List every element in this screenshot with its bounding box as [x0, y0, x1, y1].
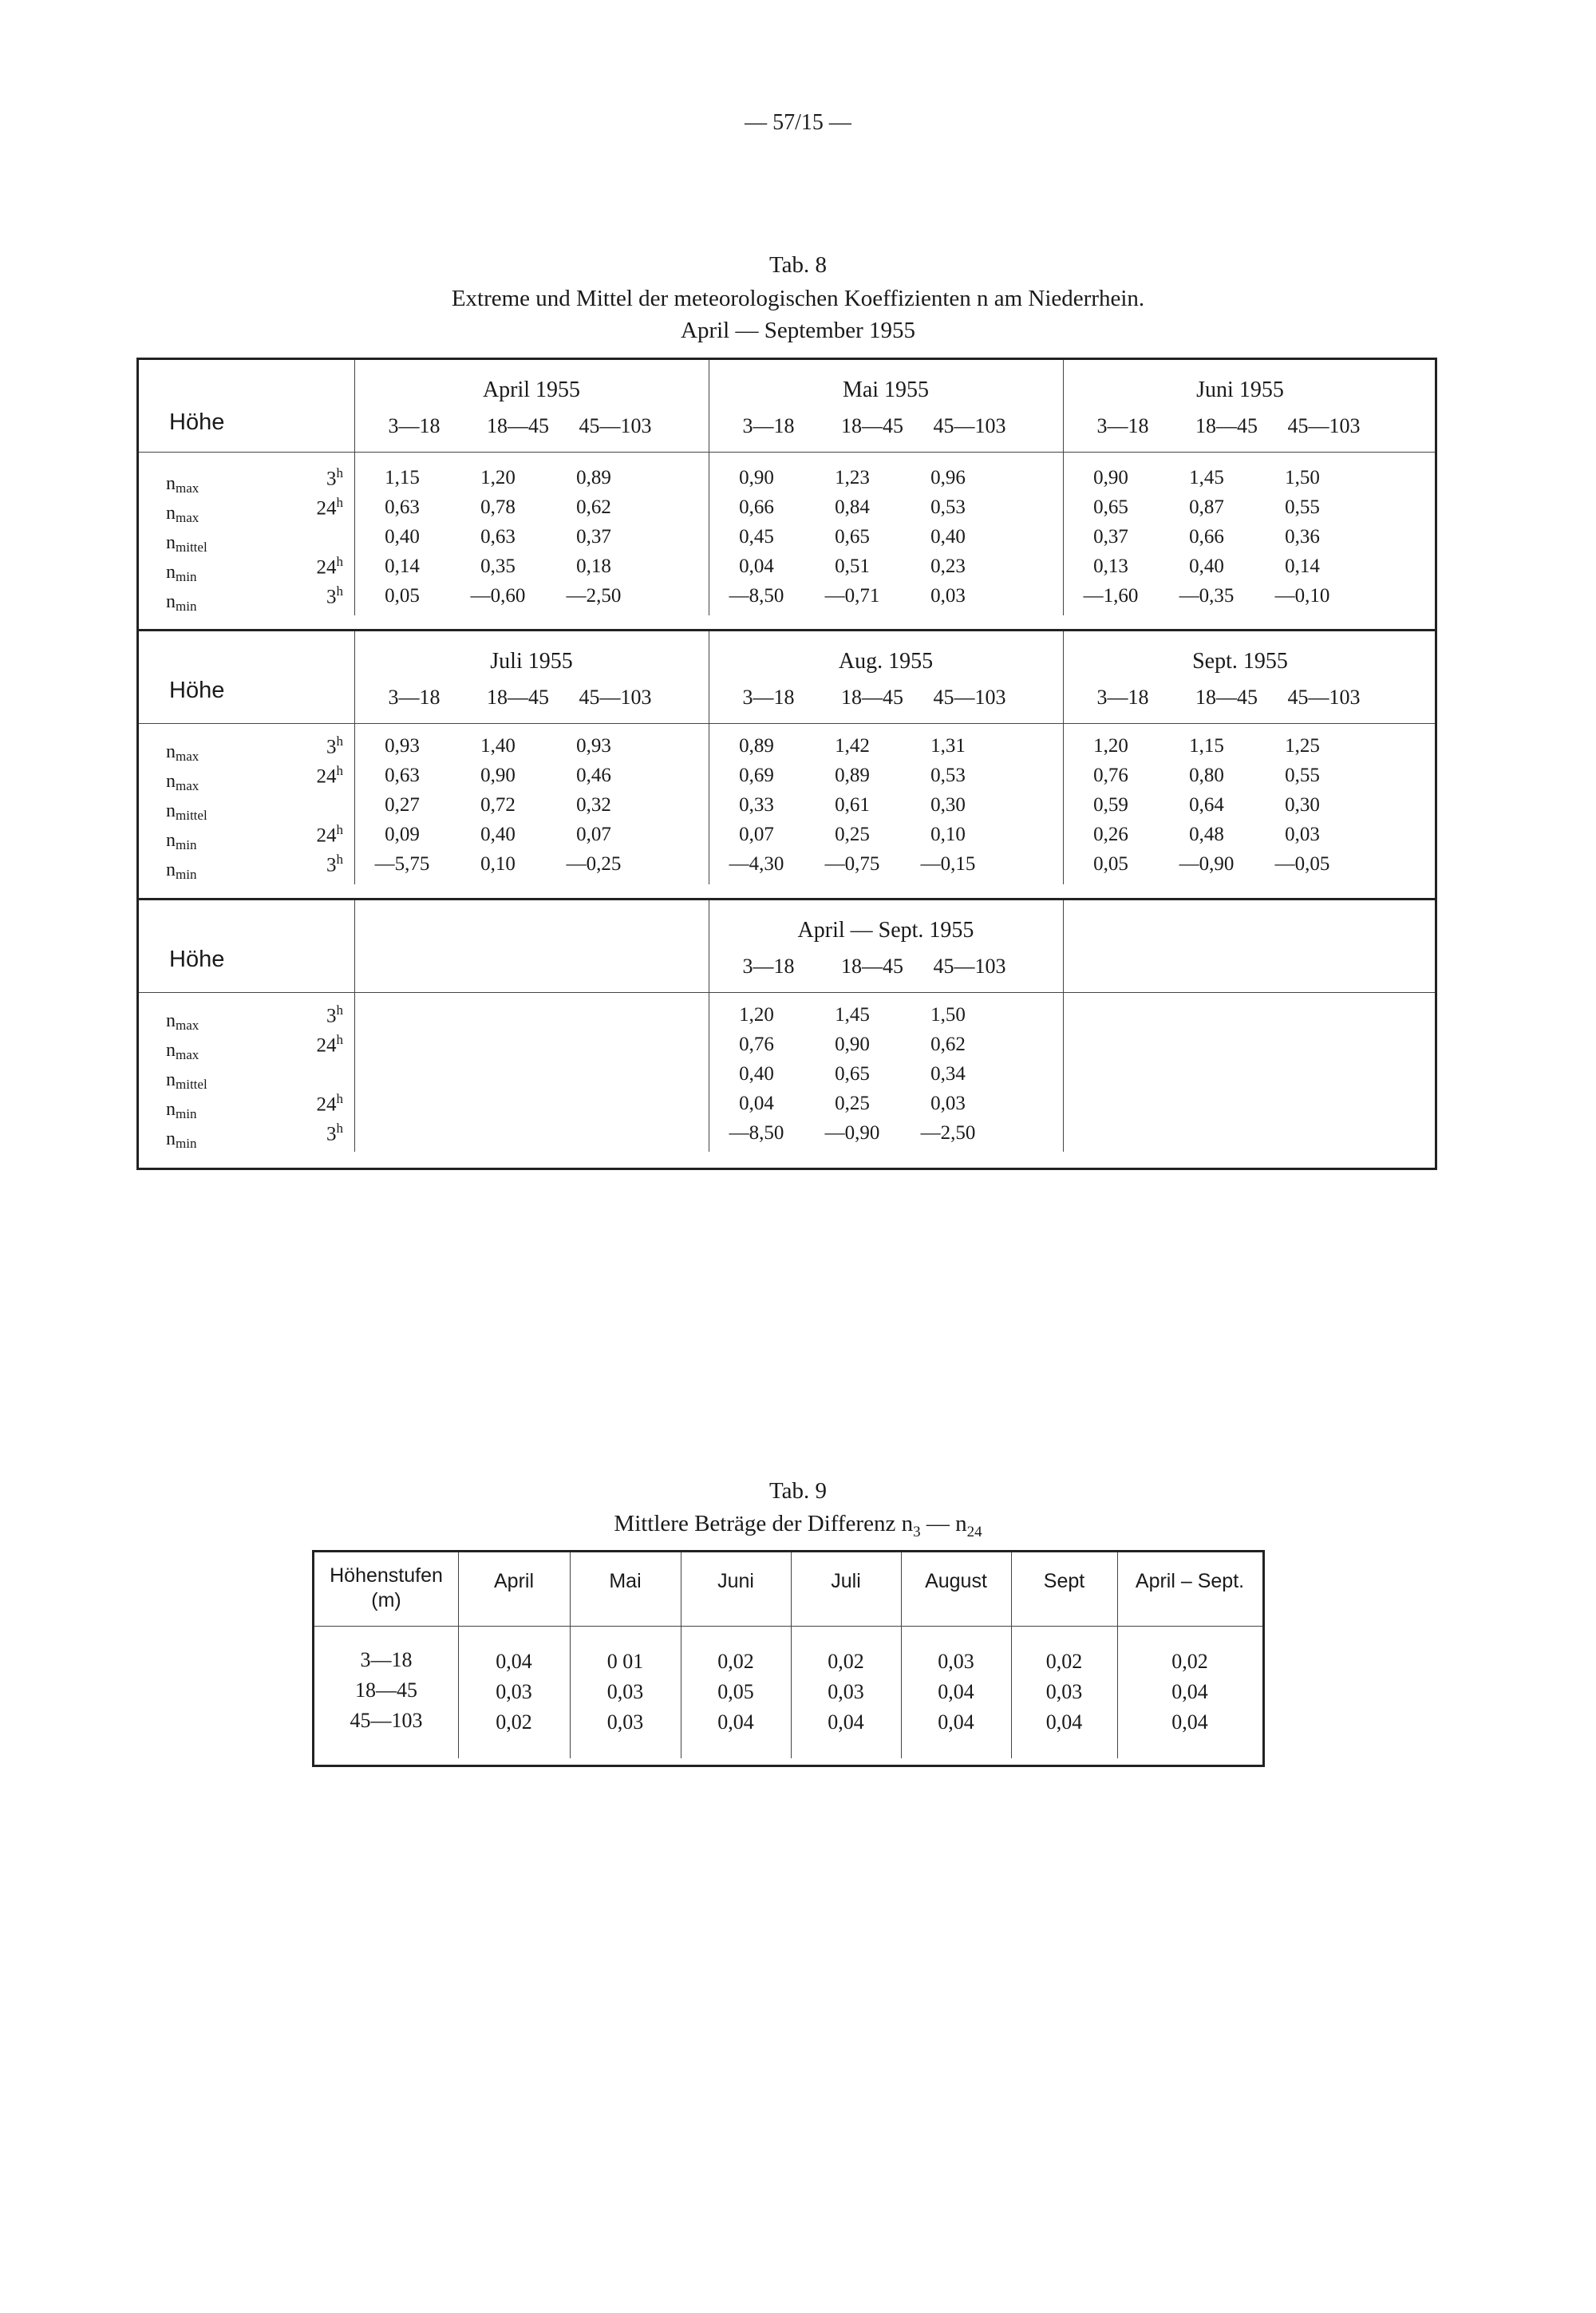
- table-cell: 0,33: [739, 794, 774, 816]
- table-cell: 0,07: [739, 824, 774, 845]
- month-header: April 1955: [482, 378, 581, 402]
- row-height-value: 24: [316, 497, 337, 520]
- row-label-sub: max: [176, 510, 200, 525]
- row-height-value: 3: [326, 586, 337, 608]
- tab9-column-header: August: [925, 1570, 987, 1592]
- row-label-sub: max: [176, 778, 200, 793]
- range-header: 45—103: [933, 955, 1006, 978]
- table-cell: —0,25: [566, 853, 622, 875]
- table-cell: 0,46: [576, 765, 611, 786]
- row-label-sub: min: [176, 867, 197, 882]
- table-cell: 1,20: [739, 1004, 774, 1026]
- table-cell: 0,48: [1189, 824, 1224, 845]
- row-label: [166, 1129, 196, 1152]
- row-height: [295, 733, 343, 758]
- table-cell: 0,40: [1189, 556, 1224, 577]
- row-height-unit: h: [336, 852, 343, 867]
- tab9-cell: 0,04: [1171, 1680, 1208, 1703]
- table8-block: [139, 360, 1435, 631]
- table-cell: 0,76: [739, 1034, 774, 1055]
- month-header: Juni 1955: [1196, 378, 1284, 402]
- range-header: 3—18: [1096, 686, 1149, 709]
- table-cell: 0,59: [1093, 794, 1128, 816]
- table-cell: 0,93: [385, 735, 420, 757]
- tab9-cell: 0,04: [496, 1650, 532, 1673]
- table-cell: 0,63: [480, 526, 516, 548]
- table-cell: 1,40: [480, 735, 516, 757]
- table-cell: 0,84: [835, 496, 870, 518]
- table-cell: 0,40: [930, 526, 966, 548]
- tab9-header-line: Höhenstufen: [330, 1564, 443, 1587]
- row-label: [166, 771, 199, 794]
- tab9-row-label: 45—103: [350, 1709, 423, 1732]
- table-cell: 0,04: [739, 1093, 774, 1114]
- table-cell: 1,31: [930, 735, 966, 757]
- table-cell: 0,80: [1189, 765, 1224, 786]
- row-height-value: 3: [326, 468, 337, 490]
- row-label: [166, 562, 196, 585]
- tab9-header-rule: [314, 1626, 1262, 1627]
- row-height-unit: h: [336, 1091, 343, 1106]
- range-header: 3—18: [388, 414, 440, 437]
- row-label-n: n: [166, 801, 176, 821]
- row-height-value: 24: [316, 1093, 337, 1116]
- block-separator: [139, 629, 1435, 631]
- row-label: [166, 1040, 199, 1063]
- table-cell: —0,75: [824, 853, 880, 875]
- tab9-row-label: 3—18: [360, 1648, 413, 1671]
- tab9-title: [0, 1511, 1596, 1541]
- range-header: 45—103: [933, 414, 1006, 437]
- range-header: 45—103: [1287, 414, 1361, 437]
- table-cell: 0,14: [1285, 556, 1320, 577]
- row-height-unit: h: [336, 554, 343, 569]
- tab9-cell: 0,02: [1171, 1650, 1208, 1673]
- table-cell: —0,60: [470, 585, 526, 607]
- range-header: 45—103: [579, 686, 652, 709]
- row-label-sub: min: [176, 1106, 197, 1121]
- table-cell: 0,93: [576, 735, 611, 757]
- tab9-column-header: April – Sept.: [1135, 1570, 1245, 1592]
- range-header: 18—45: [1195, 686, 1258, 709]
- table-cell: —0,15: [920, 853, 976, 875]
- tab9-header-line: (m): [371, 1589, 401, 1611]
- row-height: [295, 554, 343, 579]
- row-height: [295, 1121, 343, 1145]
- tab9-column-header: Mai: [609, 1570, 642, 1592]
- table-cell: —8,50: [729, 585, 784, 607]
- table-cell: 0,40: [480, 824, 516, 845]
- table-cell: 0,45: [739, 526, 774, 548]
- table-cell: 0,05: [1093, 853, 1128, 875]
- row-height-value: 24: [316, 765, 337, 788]
- tab8-title: Extreme und Mittel der meteorologischen Koeffizienten n am Niederrhein.: [451, 286, 1145, 311]
- tab9-column-header: Sept: [1043, 1570, 1085, 1592]
- table-cell: —0,90: [824, 1122, 880, 1144]
- table-cell: 0,63: [385, 496, 420, 518]
- row-label: [166, 503, 199, 526]
- hoehe-label: Höhe: [169, 947, 225, 972]
- tab9-cell: 0,03: [828, 1680, 864, 1703]
- table-cell: 0,65: [835, 1063, 870, 1085]
- row-label: [166, 830, 196, 853]
- table-cell: 0,37: [576, 526, 611, 548]
- table8-block: [139, 631, 1435, 900]
- table-cell: 1,45: [1189, 467, 1224, 488]
- table-cell: 0,90: [1093, 467, 1128, 488]
- row-label-sub: mittel: [176, 540, 207, 555]
- table-cell: 0,07: [576, 824, 611, 845]
- table-cell: 0,03: [1285, 824, 1320, 845]
- row-label-n: n: [166, 1099, 176, 1120]
- month-header: Sept. 1955: [1192, 649, 1288, 674]
- table-cell: 0,27: [385, 794, 420, 816]
- month-header: Juli 1955: [490, 649, 573, 674]
- table-cell: 1,23: [835, 467, 870, 488]
- row-label-n: n: [166, 1070, 176, 1090]
- table-cell: 0,69: [739, 765, 774, 786]
- table-cell: 1,45: [835, 1004, 870, 1026]
- row-label: [166, 1070, 207, 1093]
- table-cell: 0,23: [930, 556, 966, 577]
- row-label-sub: max: [176, 749, 200, 764]
- table-cell: —0,71: [824, 585, 880, 607]
- table-cell: 0,51: [835, 556, 870, 577]
- range-header: 18—45: [841, 686, 903, 709]
- range-header: 45—103: [579, 414, 652, 437]
- table-cell: 0,05: [385, 585, 420, 607]
- table-cell: 0,36: [1285, 526, 1320, 548]
- header-rule: [139, 992, 1435, 993]
- row-height-unit: h: [336, 733, 343, 749]
- row-height-unit: h: [336, 822, 343, 837]
- table-cell: 0,03: [930, 585, 966, 607]
- table-cell: 0,62: [576, 496, 611, 518]
- tab9-header-hoehenstufen: [314, 1564, 458, 1611]
- tab9-cell: 0,03: [496, 1680, 532, 1703]
- row-label-n: n: [166, 503, 176, 524]
- table-cell: —2,50: [920, 1122, 976, 1144]
- table-cell: 0,90: [739, 467, 774, 488]
- range-header: 45—103: [933, 686, 1006, 709]
- row-height: [295, 763, 343, 788]
- tab9-title-sub1: 3: [913, 1523, 921, 1540]
- row-label-sub: mittel: [176, 808, 207, 823]
- row-label: [166, 591, 196, 615]
- table-cell: 0,10: [480, 853, 516, 875]
- row-label-n: n: [166, 1010, 176, 1031]
- row-height-value: 24: [316, 824, 337, 847]
- hoehe-label: Höhe: [169, 678, 225, 703]
- range-header: 3—18: [742, 686, 795, 709]
- table-cell: 0,35: [480, 556, 516, 577]
- table-cell: —8,50: [729, 1122, 784, 1144]
- row-height: [295, 465, 343, 490]
- tab9-column-header: Juli: [831, 1570, 861, 1592]
- row-label: [166, 801, 207, 824]
- tab9-cell: 0,05: [717, 1680, 754, 1703]
- tab8-label: Tab. 8: [768, 252, 828, 278]
- range-header: 3—18: [742, 414, 795, 437]
- tab9-cell: 0,03: [606, 1680, 644, 1703]
- tab9-cell: 0,02: [1045, 1650, 1083, 1673]
- table-cell: 0,10: [930, 824, 966, 845]
- block-separator: [139, 898, 1435, 900]
- table-cell: 0,03: [930, 1093, 966, 1114]
- row-height-unit: h: [336, 1002, 343, 1018]
- row-label: [166, 860, 196, 883]
- header-rule: [139, 452, 1435, 453]
- row-label-n: n: [166, 741, 176, 762]
- tab9-cell: 0,02: [828, 1650, 864, 1673]
- tab9-cell: 0,04: [717, 1710, 754, 1734]
- row-height-unit: h: [336, 495, 343, 510]
- table-cell: 1,50: [930, 1004, 966, 1026]
- row-height-value: 24: [316, 556, 337, 579]
- range-header: 18—45: [841, 955, 903, 978]
- table-cell: 0,65: [1093, 496, 1128, 518]
- table-cell: 0,61: [835, 794, 870, 816]
- tab9-cell: 0,03: [606, 1710, 644, 1734]
- row-height-unit: h: [336, 1032, 343, 1047]
- tab9-label: Tab. 9: [768, 1478, 828, 1504]
- range-header: 18—45: [487, 414, 549, 437]
- table-cell: 0,40: [385, 526, 420, 548]
- table-cell: 1,20: [480, 467, 516, 488]
- table-cell: 0,55: [1285, 765, 1320, 786]
- row-label-n: n: [166, 1040, 176, 1061]
- month-header: April — Sept. 1955: [797, 918, 974, 943]
- table-cell: 0,53: [930, 765, 966, 786]
- row-height: [295, 822, 343, 847]
- table-cell: 0,55: [1285, 496, 1320, 518]
- table-cell: 0,65: [835, 526, 870, 548]
- row-label-sub: min: [176, 599, 197, 614]
- tab9-title-sub2: 24: [966, 1523, 982, 1540]
- month-header: Aug. 1955: [838, 649, 934, 674]
- row-label: [166, 473, 199, 496]
- row-label-n: n: [166, 562, 176, 583]
- row-height: [295, 852, 343, 876]
- row-height: [295, 1002, 343, 1027]
- row-label-n: n: [166, 860, 176, 880]
- row-height-value: 3: [326, 854, 337, 876]
- row-height-value: 3: [326, 1005, 337, 1027]
- table-cell: 0,90: [480, 765, 516, 786]
- table-cell: 1,20: [1093, 735, 1128, 757]
- row-height-value: 3: [326, 736, 337, 758]
- table-cell: 0,62: [930, 1034, 966, 1055]
- table-cell: 0,89: [576, 467, 611, 488]
- row-label-n: n: [166, 591, 176, 612]
- row-label-sub: min: [176, 569, 197, 584]
- table-cell: 1,15: [1189, 735, 1224, 757]
- table-cell: 0,89: [739, 735, 774, 757]
- row-label: [166, 532, 207, 556]
- row-label-sub: mittel: [176, 1077, 207, 1092]
- table-cell: 0,64: [1189, 794, 1224, 816]
- tab9-cell: 0,03: [1045, 1680, 1083, 1703]
- table-cell: 1,42: [835, 735, 870, 757]
- row-label: [166, 741, 199, 765]
- row-height-unit: h: [336, 465, 343, 480]
- table-9: [312, 1550, 1265, 1767]
- table-cell: 0,34: [930, 1063, 966, 1085]
- table-cell: 1,25: [1285, 735, 1320, 757]
- tab9-cell: 0,04: [938, 1680, 974, 1703]
- tab9-title-dash: — n: [920, 1511, 967, 1536]
- range-header: 18—45: [1195, 414, 1258, 437]
- table-cell: —0,10: [1274, 585, 1330, 607]
- row-label-sub: max: [176, 1047, 200, 1062]
- tab8-subtitle: April — September 1955: [681, 318, 915, 343]
- tab9-column-header: Juni: [717, 1570, 754, 1592]
- table-8: [136, 358, 1437, 1170]
- table-cell: 0,25: [835, 824, 870, 845]
- table-cell: 0,37: [1093, 526, 1128, 548]
- tab9-cell: 0 01: [606, 1650, 644, 1673]
- table-cell: 0,78: [480, 496, 516, 518]
- tab9-cell: 0,04: [1171, 1710, 1208, 1734]
- row-label-sub: min: [176, 1136, 197, 1151]
- table-cell: 0,09: [385, 824, 420, 845]
- table-cell: —0,05: [1274, 853, 1330, 875]
- table-cell: —5,75: [374, 853, 430, 875]
- row-label-n: n: [166, 771, 176, 792]
- table-cell: 0,18: [576, 556, 611, 577]
- range-header: 3—18: [742, 955, 795, 978]
- table-cell: 1,15: [385, 467, 420, 488]
- table-cell: 0,26: [1093, 824, 1128, 845]
- row-label-sub: max: [176, 1018, 200, 1033]
- row-height: [295, 495, 343, 520]
- table-cell: —1,60: [1083, 585, 1139, 607]
- tab9-cell: 0,04: [938, 1710, 974, 1734]
- table-cell: 0,13: [1093, 556, 1128, 577]
- table8-block: [139, 900, 1435, 1168]
- table-cell: 0,89: [835, 765, 870, 786]
- month-header: Mai 1955: [842, 378, 930, 402]
- tab9-column-header: April: [493, 1570, 534, 1592]
- table-cell: 0,25: [835, 1093, 870, 1114]
- column-separator: [354, 900, 355, 1152]
- table-cell: 1,50: [1285, 467, 1320, 488]
- row-label-n: n: [166, 532, 176, 553]
- table-cell: —0,90: [1179, 853, 1235, 875]
- table-cell: 0,32: [576, 794, 611, 816]
- table-cell: 0,72: [480, 794, 516, 816]
- table-cell: 0,04: [739, 556, 774, 577]
- row-label: [166, 1099, 196, 1122]
- tab9-cell: 0,04: [1045, 1710, 1083, 1734]
- tab9-cell: 0,02: [717, 1650, 754, 1673]
- row-height-value: 3: [326, 1123, 337, 1145]
- row-height: [295, 1032, 343, 1057]
- row-height: [295, 583, 343, 608]
- tab9-row-label: 18—45: [355, 1678, 417, 1702]
- column-separator: [1063, 900, 1064, 1152]
- row-height-unit: h: [336, 763, 343, 778]
- table-cell: 0,76: [1093, 765, 1128, 786]
- range-header: 18—45: [841, 414, 903, 437]
- table-cell: 0,14: [385, 556, 420, 577]
- table-cell: 0,66: [1189, 526, 1224, 548]
- table-cell: 0,40: [739, 1063, 774, 1085]
- row-height: [295, 1091, 343, 1116]
- table-cell: 0,30: [930, 794, 966, 816]
- table-cell: —0,35: [1179, 585, 1235, 607]
- row-label-sub: max: [176, 480, 200, 496]
- tab9-cell: 0,03: [938, 1650, 974, 1673]
- table-cell: 0,30: [1285, 794, 1320, 816]
- table-cell: 0,63: [385, 765, 420, 786]
- range-header: 3—18: [1096, 414, 1149, 437]
- row-label-n: n: [166, 1129, 176, 1149]
- hoehe-label: Höhe: [169, 409, 225, 435]
- row-height-unit: h: [336, 1121, 343, 1136]
- tab9-title-text: Mittlere Beträge der Differenz n: [614, 1511, 914, 1536]
- row-height-value: 24: [316, 1034, 337, 1057]
- tab9-cell: 0,02: [496, 1710, 532, 1734]
- header-rule: [139, 723, 1435, 724]
- tab9-cell: 0,04: [828, 1710, 864, 1734]
- table-cell: 0,87: [1189, 496, 1224, 518]
- table-cell: 0,53: [930, 496, 966, 518]
- table-cell: 0,96: [930, 467, 966, 488]
- range-header: 45—103: [1287, 686, 1361, 709]
- table-cell: —4,30: [729, 853, 784, 875]
- row-height-unit: h: [336, 583, 343, 599]
- range-header: 3—18: [388, 686, 440, 709]
- table-cell: 0,90: [835, 1034, 870, 1055]
- row-label-sub: min: [176, 837, 197, 852]
- row-label-n: n: [166, 830, 176, 851]
- row-label-n: n: [166, 473, 176, 494]
- page-number: — 57/15 —: [745, 110, 851, 135]
- range-header: 18—45: [487, 686, 549, 709]
- table-cell: —2,50: [566, 585, 622, 607]
- row-label: [166, 1010, 199, 1034]
- table-cell: 0,66: [739, 496, 774, 518]
